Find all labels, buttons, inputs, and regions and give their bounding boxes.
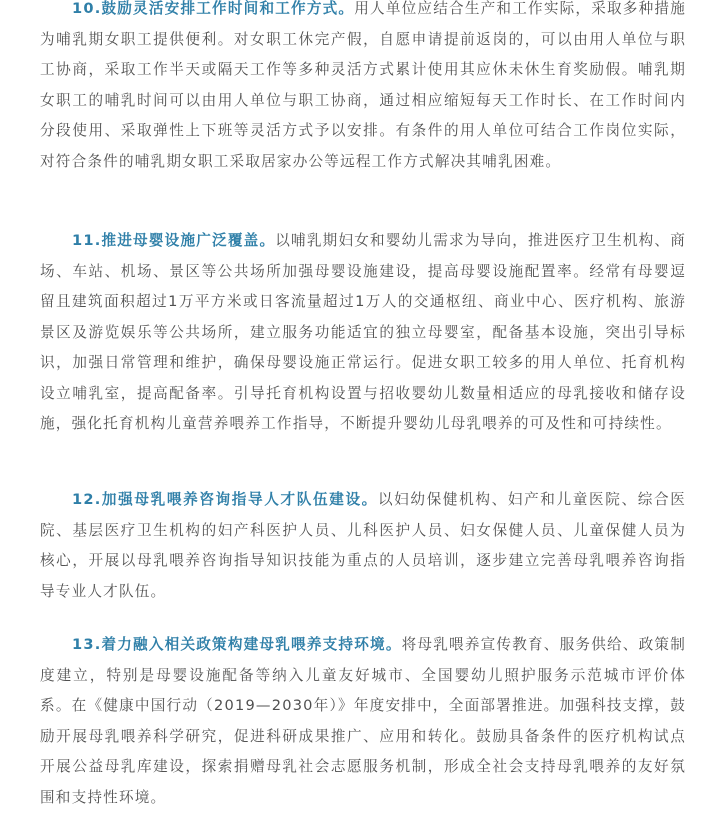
section-11-heading: 11.推进母婴设施广泛覆盖。 xyxy=(72,232,276,249)
section-12-body: 以妇幼保健机构、妇产和儿童医院、综合医院、基层医疗卫生机构的妇产科医护人员、儿科医护人员、妇女保健人员、儿童保健人员为核心，开展以母乳喂养咨询指导知识技能为重点的人员培训，逐步建立完善母乳喂养咨询指导专业人才队伍。 xyxy=(40,491,686,600)
section-13-body: 将母乳喂养宣传教育、服务供给、政策制度建立，特别是母婴设施配备等纳入儿童友好城市、全国婴幼儿照护服务示范城市评价体系。在《健康中国行动（2019—2030年）》年度安排中，全面部署推进。加强科技支撑，鼓励开展母乳喂养科学研究，促进科研成果推广、应用和转化。鼓励具备条件的医疗机构试点开展公益母乳库建设，探索捐赠母乳社会志愿服务机制，形成全社会支持母乳喂养的友好氛围和支持性环境。 xyxy=(40,636,686,806)
section-11-body: 以哺乳期妇女和婴幼儿需求为导向，推进医疗卫生机构、商场、车站、机场、景区等公共场所加强母婴设施建设，提高母婴设施配置率。经常有母婴逗留且建筑面积超过1万平方米或日客流量超过1万人的交通枢纽、商业中心、医疗机构、旅游景区及游览娱乐等公共场所，建立服务功能适宜的独立母婴室，配备基本设施，突出引导标识，加强日常管理和维护，确保母婴设施正常运行。促进女职工较多的用人单位、托育机构设立哺乳室，提高配备率。引导托育机构设置与招收婴幼儿数量相适应的母乳接收和储存设施，强化托育机构儿童营养喂养工作指导，不断提升婴幼儿母乳喂养的可及性和可持续性。 xyxy=(40,232,687,432)
section-13-paragraph xyxy=(40,630,686,813)
section-11-paragraph xyxy=(40,226,686,440)
section-12-heading: 12.加强母乳喂养咨询指导人才队伍建设。 xyxy=(72,491,378,508)
section-12-paragraph xyxy=(40,485,686,607)
section-10-paragraph xyxy=(40,0,686,177)
section-10-heading: 10.鼓励灵活安排工作时间和工作方式。 xyxy=(72,0,355,17)
section-13-heading: 13.着力融入相关政策构建母乳喂养支持环境。 xyxy=(72,636,402,653)
section-10-body: 用人单位应结合生产和工作实际，采取多种措施为哺乳期女职工提供便利。对女职工休完产假，自愿申请提前返岗的，可以由用人单位与职工协商，采取工作半天或隔天工作等多种灵活方式累计使用其应休未休生育奖励假。哺乳期女职工的哺乳时间可以由用人单位与职工协商，通过相应缩短每天工作时长、在工作时间内分段使用、采取弹性上下班等灵活方式予以安排。有条件的用人单位可结合工作岗位实际，对符合条件的哺乳期女职工采取居家办公等远程工作方式解决其哺乳困难。 xyxy=(40,0,686,170)
